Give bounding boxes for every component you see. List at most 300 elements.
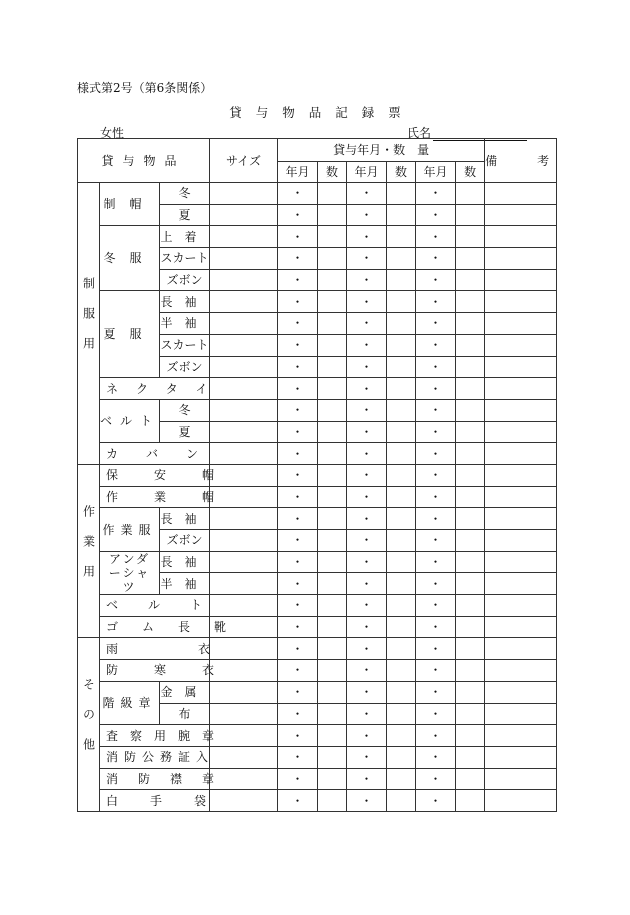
date-separator-dot: ・ [291,208,304,223]
year-month-cell[interactable] [278,551,318,573]
count-cell[interactable] [387,530,416,552]
count-cell[interactable] [387,291,416,313]
count-cell[interactable] [456,464,485,486]
remarks-cell[interactable] [485,551,557,573]
year-month-cell[interactable] [347,378,387,400]
remarks-cell[interactable] [485,573,557,595]
count-cell[interactable] [387,508,416,530]
year-month-cell[interactable] [416,595,456,617]
count-cell[interactable] [318,399,347,421]
count-cell[interactable] [456,768,485,790]
count-cell[interactable] [387,204,416,226]
year-month-cell[interactable] [278,443,318,465]
year-month-cell[interactable] [347,291,387,313]
item-label: 半袖 [160,573,210,595]
year-month-cell[interactable] [416,681,456,703]
count-cell[interactable] [387,248,416,270]
year-month-cell[interactable] [347,768,387,790]
date-separator-dot: ・ [360,446,373,461]
header-year-month: 年月 [278,162,318,183]
table-row [78,790,557,812]
size-cell[interactable] [210,356,278,378]
year-month-cell[interactable] [278,746,318,768]
item-label: 金属 [160,681,210,703]
count-cell[interactable] [456,746,485,768]
year-month-cell[interactable] [278,291,318,313]
item-label: 白手袋 [100,790,210,812]
year-month-cell[interactable] [347,313,387,335]
year-month-cell[interactable] [416,660,456,682]
count-cell[interactable] [318,204,347,226]
year-month-cell[interactable] [416,725,456,747]
date-separator-dot: ・ [360,208,373,223]
count-cell[interactable] [318,768,347,790]
count-cell[interactable] [318,313,347,335]
category-cell: その他 [78,638,100,812]
date-separator-dot: ・ [360,424,373,439]
count-cell[interactable] [387,334,416,356]
size-cell[interactable] [210,508,278,530]
date-separator-dot: ・ [429,424,442,439]
item-label: 冬 [160,399,210,421]
year-month-cell[interactable] [416,768,456,790]
year-month-cell[interactable] [278,183,318,205]
remarks-cell[interactable] [485,790,557,812]
count-cell[interactable] [456,595,485,617]
count-cell[interactable] [318,746,347,768]
size-cell[interactable] [210,746,278,768]
size-cell[interactable] [210,291,278,313]
year-month-cell[interactable] [278,204,318,226]
size-cell[interactable] [210,681,278,703]
year-month-cell[interactable] [347,399,387,421]
remarks-cell[interactable] [485,183,557,205]
size-cell[interactable] [210,204,278,226]
remarks-cell[interactable] [485,313,557,335]
count-cell[interactable] [387,269,416,291]
count-cell[interactable] [456,660,485,682]
year-month-cell[interactable] [278,768,318,790]
remarks-cell[interactable] [485,595,557,617]
year-month-cell[interactable] [347,443,387,465]
item-label: 夏 [160,421,210,443]
year-month-cell[interactable] [347,530,387,552]
date-separator-dot: ・ [360,316,373,331]
year-month-cell[interactable] [278,226,318,248]
year-month-cell[interactable] [278,681,318,703]
year-month-cell[interactable] [278,313,318,335]
remarks-cell[interactable] [485,703,557,725]
count-cell[interactable] [387,486,416,508]
year-month-cell[interactable] [416,638,456,660]
size-cell[interactable] [210,703,278,725]
year-month-cell[interactable] [416,378,456,400]
count-cell[interactable] [387,443,416,465]
year-month-cell[interactable] [347,551,387,573]
remarks-cell[interactable] [485,334,557,356]
year-month-cell[interactable] [416,573,456,595]
date-separator-dot: ・ [291,273,304,288]
year-month-cell[interactable] [278,269,318,291]
year-month-cell[interactable] [347,638,387,660]
count-cell[interactable] [456,486,485,508]
date-separator-dot: ・ [360,728,373,743]
count-cell[interactable] [387,551,416,573]
count-cell[interactable] [387,183,416,205]
date-separator-dot: ・ [360,186,373,201]
item-label: ゴム長靴 [100,616,210,638]
count-cell[interactable] [456,421,485,443]
date-separator-dot: ・ [429,186,442,201]
count-cell[interactable] [456,725,485,747]
date-separator-dot: ・ [291,446,304,461]
year-month-cell[interactable] [278,573,318,595]
year-month-cell[interactable] [347,226,387,248]
year-month-cell[interactable] [416,486,456,508]
header-year-month: 年月 [347,162,387,183]
remarks-cell[interactable] [485,399,557,421]
count-cell[interactable] [456,530,485,552]
year-month-cell[interactable] [278,595,318,617]
date-separator-dot: ・ [429,555,442,570]
year-month-cell[interactable] [416,746,456,768]
count-cell[interactable] [318,725,347,747]
date-separator-dot: ・ [291,468,304,483]
year-month-cell[interactable] [347,334,387,356]
year-month-cell[interactable] [278,725,318,747]
date-separator-dot: ・ [291,533,304,548]
year-month-cell[interactable] [416,183,456,205]
date-separator-dot: ・ [291,511,304,526]
year-month-cell[interactable] [278,248,318,270]
year-month-cell[interactable] [416,703,456,725]
count-cell[interactable] [456,356,485,378]
remarks-cell[interactable] [485,746,557,768]
count-cell[interactable] [318,356,347,378]
table-row [78,725,557,747]
date-separator-dot: ・ [291,229,304,244]
year-month-cell[interactable] [416,226,456,248]
size-cell[interactable] [210,334,278,356]
table-row [78,595,557,617]
year-month-cell[interactable] [416,399,456,421]
year-month-cell[interactable] [347,464,387,486]
count-cell[interactable] [318,530,347,552]
year-month-cell[interactable] [347,660,387,682]
size-cell[interactable] [210,269,278,291]
date-separator-dot: ・ [429,251,442,266]
date-separator-dot: ・ [291,598,304,613]
remarks-cell[interactable] [485,269,557,291]
date-separator-dot: ・ [429,771,442,786]
count-cell[interactable] [456,616,485,638]
remarks-cell[interactable] [485,443,557,465]
size-cell[interactable] [210,573,278,595]
size-cell[interactable] [210,421,278,443]
table-row [78,464,557,486]
count-cell[interactable] [456,334,485,356]
date-separator-dot: ・ [360,338,373,353]
year-month-cell[interactable] [278,378,318,400]
date-separator-dot: ・ [360,576,373,591]
year-month-cell[interactable] [347,616,387,638]
size-cell[interactable] [210,183,278,205]
year-month-cell[interactable] [347,421,387,443]
remarks-cell[interactable] [485,378,557,400]
count-cell[interactable] [456,573,485,595]
year-month-cell[interactable] [347,703,387,725]
date-separator-dot: ・ [360,359,373,374]
count-cell[interactable] [318,334,347,356]
date-separator-dot: ・ [429,576,442,591]
remarks-cell[interactable] [485,226,557,248]
table-row [78,378,557,400]
count-cell[interactable] [387,399,416,421]
year-month-cell[interactable] [416,421,456,443]
item-label: ズボン [160,269,210,291]
count-cell[interactable] [456,551,485,573]
count-cell[interactable] [318,421,347,443]
item-label: 制帽 [100,183,160,226]
size-cell[interactable] [210,399,278,421]
date-separator-dot: ・ [429,598,442,613]
year-month-cell[interactable] [347,573,387,595]
count-cell[interactable] [456,226,485,248]
count-cell[interactable] [318,703,347,725]
remarks-cell[interactable] [485,530,557,552]
count-cell[interactable] [456,183,485,205]
date-separator-dot: ・ [291,576,304,591]
size-cell[interactable] [210,248,278,270]
size-cell[interactable] [210,313,278,335]
size-cell[interactable] [210,551,278,573]
item-label: ズボン [160,356,210,378]
count-cell[interactable] [387,768,416,790]
year-month-cell[interactable] [416,508,456,530]
count-cell[interactable] [318,269,347,291]
date-separator-dot: ・ [360,403,373,418]
count-cell[interactable] [387,378,416,400]
remarks-cell[interactable] [485,638,557,660]
count-cell[interactable] [387,464,416,486]
remarks-cell[interactable] [485,204,557,226]
loan-record-table [77,138,564,812]
form-number: 様式第2号（第6条関係） [77,81,213,95]
year-month-cell[interactable] [416,204,456,226]
date-separator-dot: ・ [429,685,442,700]
date-separator-dot: ・ [360,468,373,483]
year-month-cell[interactable] [347,725,387,747]
count-cell[interactable] [456,378,485,400]
year-month-cell[interactable] [347,356,387,378]
count-cell[interactable] [387,356,416,378]
count-cell[interactable] [318,248,347,270]
year-month-cell[interactable] [278,399,318,421]
year-month-cell[interactable] [416,464,456,486]
year-month-cell[interactable] [278,421,318,443]
date-separator-dot: ・ [360,229,373,244]
date-separator-dot: ・ [291,663,304,678]
year-month-cell[interactable] [347,486,387,508]
year-month-cell[interactable] [416,443,456,465]
count-cell[interactable] [387,660,416,682]
count-cell[interactable] [318,551,347,573]
date-separator-dot: ・ [429,446,442,461]
count-cell[interactable] [456,443,485,465]
name-label: 氏名 [407,126,432,140]
year-month-cell[interactable] [278,356,318,378]
count-cell[interactable] [456,269,485,291]
count-cell[interactable] [318,226,347,248]
count-cell[interactable] [456,291,485,313]
date-separator-dot: ・ [429,229,442,244]
count-cell[interactable] [318,790,347,812]
count-cell[interactable] [387,638,416,660]
table-row [78,486,557,508]
count-cell[interactable] [387,595,416,617]
date-separator-dot: ・ [360,685,373,700]
item-label: ベルト [100,399,160,442]
remarks-cell[interactable] [485,356,557,378]
date-separator-dot: ・ [429,468,442,483]
year-month-cell[interactable] [278,508,318,530]
date-separator-dot: ・ [360,273,373,288]
date-separator-dot: ・ [291,685,304,700]
date-separator-dot: ・ [291,728,304,743]
table-row [78,291,557,313]
count-cell[interactable] [387,790,416,812]
remarks-cell[interactable] [485,291,557,313]
year-month-cell[interactable] [278,486,318,508]
remarks-cell[interactable] [485,616,557,638]
count-cell[interactable] [318,660,347,682]
count-cell[interactable] [318,486,347,508]
count-cell[interactable] [456,508,485,530]
remarks-cell[interactable] [485,464,557,486]
date-separator-dot: ・ [291,706,304,721]
date-separator-dot: ・ [291,641,304,656]
date-separator-dot: ・ [291,186,304,201]
count-cell[interactable] [456,313,485,335]
year-month-cell[interactable] [416,356,456,378]
count-cell[interactable] [456,790,485,812]
count-cell[interactable] [387,313,416,335]
table-row [78,638,557,660]
size-cell[interactable] [210,530,278,552]
year-month-cell[interactable] [416,248,456,270]
year-month-cell[interactable] [347,746,387,768]
date-separator-dot: ・ [429,273,442,288]
table-row [78,681,557,703]
remarks-cell[interactable] [485,248,557,270]
size-cell[interactable] [210,226,278,248]
date-separator-dot: ・ [429,338,442,353]
year-month-cell[interactable] [278,703,318,725]
date-separator-dot: ・ [291,338,304,353]
year-month-cell[interactable] [347,595,387,617]
count-cell[interactable] [318,595,347,617]
count-cell[interactable] [387,746,416,768]
count-cell[interactable] [387,226,416,248]
count-cell[interactable] [318,573,347,595]
date-separator-dot: ・ [291,793,304,808]
year-month-cell[interactable] [416,790,456,812]
year-month-cell[interactable] [278,616,318,638]
remarks-cell[interactable] [485,486,557,508]
header-count: 数 [318,162,347,183]
count-cell[interactable] [318,464,347,486]
year-month-cell[interactable] [347,790,387,812]
count-cell[interactable] [387,573,416,595]
count-cell[interactable] [318,638,347,660]
count-cell[interactable] [318,378,347,400]
year-month-cell[interactable] [416,313,456,335]
count-cell[interactable] [387,725,416,747]
year-month-cell[interactable] [278,660,318,682]
year-month-cell[interactable] [347,508,387,530]
date-separator-dot: ・ [291,359,304,374]
count-cell[interactable] [387,421,416,443]
count-cell[interactable] [456,703,485,725]
category-cell: 作業用 [78,464,100,638]
count-cell[interactable] [318,681,347,703]
year-month-cell[interactable] [278,334,318,356]
year-month-cell[interactable] [278,530,318,552]
item-label: 布 [160,703,210,725]
year-month-cell[interactable] [347,248,387,270]
year-month-cell[interactable] [347,204,387,226]
remarks-cell[interactable] [485,768,557,790]
date-separator-dot: ・ [291,555,304,570]
count-cell[interactable] [387,703,416,725]
year-month-cell[interactable] [416,334,456,356]
header-date-qty: 貸与年月・数 量 [278,139,485,162]
year-month-cell[interactable] [416,616,456,638]
count-cell[interactable] [387,616,416,638]
remarks-cell[interactable] [485,725,557,747]
count-cell[interactable] [387,681,416,703]
date-separator-dot: ・ [429,793,442,808]
year-month-cell[interactable] [347,183,387,205]
year-month-cell[interactable] [278,464,318,486]
date-separator-dot: ・ [429,728,442,743]
count-cell[interactable] [456,248,485,270]
date-separator-dot: ・ [360,511,373,526]
count-cell[interactable] [318,291,347,313]
count-cell[interactable] [456,399,485,421]
year-month-cell[interactable] [416,551,456,573]
year-month-cell[interactable] [416,530,456,552]
date-separator-dot: ・ [291,620,304,635]
remarks-cell[interactable] [485,421,557,443]
remarks-cell[interactable] [485,660,557,682]
remarks-cell[interactable] [485,508,557,530]
year-month-cell[interactable] [347,269,387,291]
count-cell[interactable] [318,616,347,638]
date-separator-dot: ・ [429,489,442,504]
count-cell[interactable] [318,443,347,465]
year-month-cell[interactable] [416,291,456,313]
year-month-cell[interactable] [347,681,387,703]
count-cell[interactable] [318,508,347,530]
year-month-cell[interactable] [278,790,318,812]
count-cell[interactable] [318,183,347,205]
remarks-cell[interactable] [485,681,557,703]
count-cell[interactable] [456,204,485,226]
year-month-cell[interactable] [416,269,456,291]
count-cell[interactable] [456,681,485,703]
count-cell[interactable] [456,638,485,660]
